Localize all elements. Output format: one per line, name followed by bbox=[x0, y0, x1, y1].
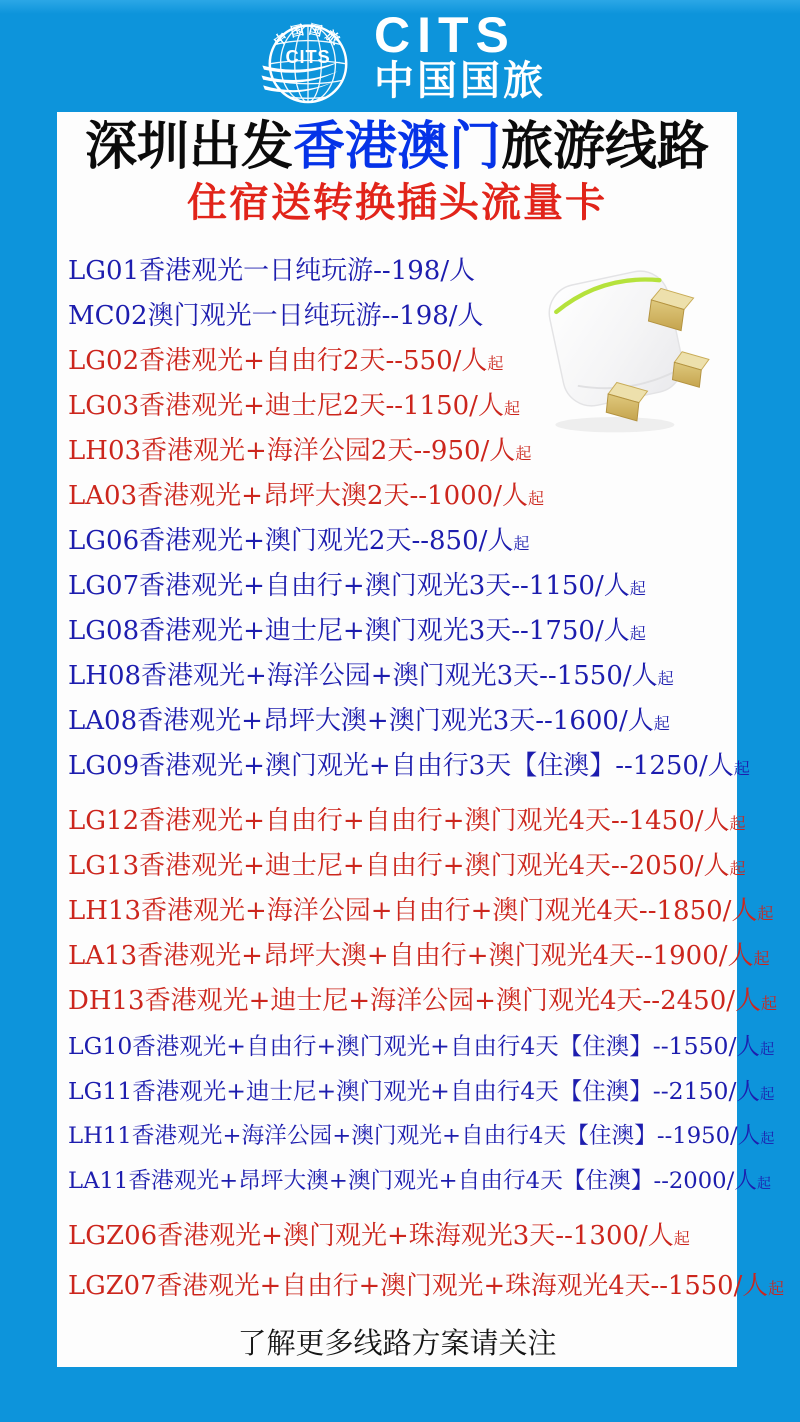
tour-text: LG01香港观光一日纯玩游--198/人 bbox=[68, 256, 476, 286]
tour-suffix-qi: 起 bbox=[733, 759, 750, 778]
tour-text: LG06香港观光+澳门观光2天--850/人 bbox=[68, 526, 514, 556]
tour-row bbox=[68, 654, 736, 699]
tour-suffix-qi: 起 bbox=[653, 714, 670, 733]
tour-text: LG11香港观光+迪士尼+澳门观光+自由行4天【住澳】--2150/人 bbox=[68, 1077, 760, 1105]
tour-suffix-qi: 起 bbox=[629, 579, 646, 598]
tour-row bbox=[68, 699, 736, 744]
tour-text: LG12香港观光+自由行+自由行+澳门观光4天--1450/人 bbox=[68, 806, 730, 836]
globe-arc-text: 中国国旅 bbox=[270, 21, 346, 50]
tour-text: LA11香港观光+昂坪大澳+澳门观光+自由行4天【住澳】--2000/人 bbox=[68, 1168, 757, 1194]
tour-row bbox=[68, 979, 778, 1024]
tour-row bbox=[68, 1159, 771, 1204]
tour-text: LA03香港观光+昂坪大澳2天--1000/人 bbox=[68, 481, 528, 511]
tour-text: LGZ07香港观光+自由行+澳门观光+珠海观光4天--1550/人 bbox=[68, 1271, 769, 1301]
globe-monogram: CITS bbox=[285, 45, 331, 67]
tour-text: LG07香港观光+自由行+澳门观光3天--1150/人 bbox=[68, 571, 630, 601]
tour-suffix-qi: 起 bbox=[753, 949, 770, 968]
tour-suffix-qi: 起 bbox=[513, 534, 530, 553]
tour-row bbox=[68, 799, 746, 844]
tour-row bbox=[68, 429, 736, 474]
tour-row bbox=[68, 1114, 775, 1159]
brand-name-en: CITS bbox=[374, 7, 516, 63]
tour-suffix-qi: 起 bbox=[729, 859, 746, 878]
title-segment-destinations: 香港澳门 bbox=[292, 116, 501, 177]
tour-row bbox=[68, 1214, 736, 1259]
tour-suffix-qi: 起 bbox=[673, 1229, 690, 1248]
tour-text: LA08香港观光+昂坪大澳+澳门观光3天--1600/人 bbox=[68, 706, 654, 736]
tour-suffix-qi: 起 bbox=[527, 489, 545, 508]
tour-text: LGZ06香港观光+澳门观光+珠海观光3天--1300/人 bbox=[68, 1221, 674, 1251]
tour-list bbox=[68, 249, 785, 1309]
tour-row bbox=[68, 1264, 785, 1309]
tour-suffix-qi: 起 bbox=[761, 994, 778, 1013]
tour-suffix-qi: 起 bbox=[503, 399, 521, 418]
title-segment-routes: 旅游线路 bbox=[501, 116, 710, 177]
poster-subtitle: 住宿送转换插头流量卡 bbox=[187, 179, 607, 226]
tour-text: LG13香港观光+迪士尼+自由行+澳门观光4天--2050/人 bbox=[68, 851, 730, 881]
tour-suffix-qi: 起 bbox=[759, 1086, 775, 1103]
tour-row bbox=[68, 249, 736, 294]
tour-row bbox=[68, 934, 770, 979]
tour-suffix-qi: 起 bbox=[759, 1041, 775, 1058]
brand-wordmark bbox=[374, 7, 546, 104]
tour-suffix-qi: 起 bbox=[760, 1131, 775, 1147]
tour-row bbox=[68, 844, 746, 889]
tour-text: LG10香港观光+自由行+澳门观光+自由行4天【住澳】--1550/人 bbox=[68, 1032, 760, 1060]
globe-icon bbox=[254, 4, 362, 112]
poster-title bbox=[57, 116, 737, 178]
tour-row bbox=[68, 609, 736, 654]
brand-name-cn: 中国国旅 bbox=[374, 59, 546, 103]
tour-text: LA13香港观光+昂坪大澳+自由行+澳门观光4天--1900/人 bbox=[68, 941, 754, 971]
tour-text: LG02香港观光+自由行2天--550/人 bbox=[68, 346, 488, 376]
tour-suffix-qi: 起 bbox=[629, 624, 646, 643]
tour-row bbox=[68, 564, 736, 609]
tour-row bbox=[68, 384, 736, 429]
tour-text: DH13香港观光+迪士尼+海洋公园+澳门观光4天--2450/人 bbox=[68, 986, 761, 1016]
tour-row bbox=[68, 889, 774, 934]
cits-logo bbox=[0, 4, 800, 112]
tour-suffix-qi: 起 bbox=[756, 1176, 771, 1192]
tour-row bbox=[68, 474, 736, 519]
content-card bbox=[57, 112, 785, 1367]
title-segment-depart: 深圳出发 bbox=[84, 116, 293, 177]
tour-suffix-qi: 起 bbox=[487, 354, 504, 373]
tour-suffix-qi: 起 bbox=[515, 444, 532, 463]
tour-row bbox=[68, 1024, 775, 1069]
tour-row bbox=[68, 339, 736, 384]
tour-row bbox=[68, 744, 750, 789]
footer-note: 了解更多线路方案请关注 bbox=[237, 1326, 557, 1360]
tour-suffix-qi: 起 bbox=[657, 669, 674, 688]
tour-suffix-qi: 起 bbox=[729, 814, 746, 833]
tour-text: MC02澳门观光一日纯玩游--198/人 bbox=[68, 301, 484, 331]
tour-suffix-qi: 起 bbox=[768, 1279, 785, 1298]
tour-suffix-qi: 起 bbox=[757, 904, 774, 923]
tour-text: LH03香港观光+海洋公园2天--950/人 bbox=[68, 436, 516, 466]
tour-text: LG03香港观光+迪士尼2天--1150/人 bbox=[68, 391, 504, 421]
tour-text: LH08香港观光+海洋公园+澳门观光3天--1550/人 bbox=[68, 661, 658, 691]
tour-text: LH11香港观光+海洋公园+澳门观光+自由行4天【住澳】--1950/人 bbox=[68, 1123, 761, 1149]
tour-row bbox=[68, 294, 736, 339]
tour-text: LG08香港观光+迪士尼+澳门观光3天--1750/人 bbox=[68, 616, 630, 646]
tour-text: LH13香港观光+海洋公园+自由行+澳门观光4天--1850/人 bbox=[68, 896, 758, 926]
tour-text: LG09香港观光+澳门观光+自由行3天【住澳】--1250/人 bbox=[68, 751, 734, 781]
tour-row bbox=[68, 1069, 775, 1114]
tour-row bbox=[68, 519, 736, 564]
